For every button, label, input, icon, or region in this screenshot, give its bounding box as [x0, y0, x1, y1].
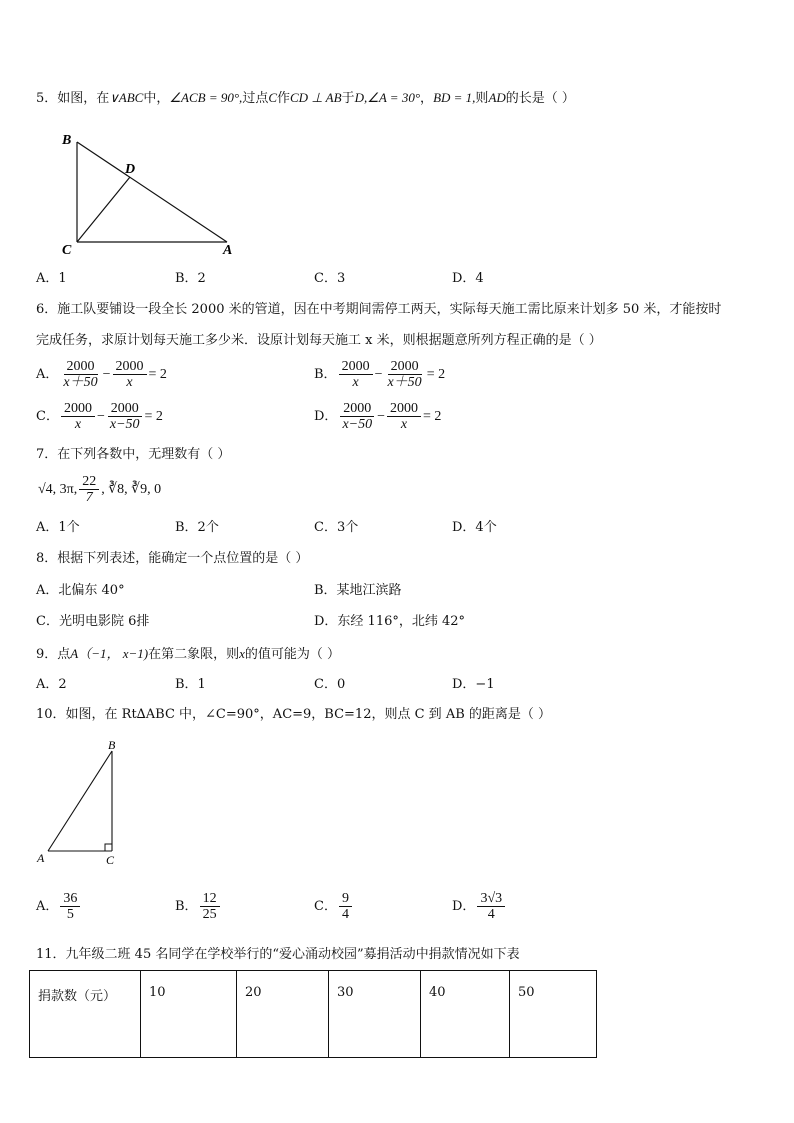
q5-triangle-figure — [55, 128, 245, 260]
q6-option-b: B． $\frac{2000}{x}$ − $\frac{2000}{x+50}$ = 2 — [314, 359, 446, 390]
table-header-cell: 10 — [141, 971, 237, 1058]
q9-option-c: C．0 — [314, 677, 346, 692]
table-header-cell: 捐款数（元） — [30, 971, 141, 1058]
q6-option-a: A． $\frac{2000}{x+50}$ − $\frac{2000}{x}$ = 2 — [36, 359, 167, 390]
q10-stem: 10．如图，在 Rt∆ABC 中，∠C=90°，AC=9，BC=12，则点 C 到 AB 的距离是（ ） — [36, 707, 552, 722]
q11-stem: 11．九年级二班 45 名同学在学校举行的“爱心涌动校园”募捐活动中捐款情况如下表 — [36, 947, 520, 962]
q7-number-list: √4, 3π, $\frac{22}{7}$ , ∛8, ∛9, 0 — [38, 474, 162, 505]
q8-option-b: B．某地江滨路 — [314, 583, 402, 598]
q5-option-d: D．4 — [452, 271, 484, 286]
q8-stem: 8．根据下列表述，能确定一个点位置的是（ ） — [36, 551, 309, 566]
q10-label-a: A — [37, 851, 45, 865]
q10-label-c: C — [106, 853, 115, 867]
q5-option-a: A．1 — [36, 271, 67, 286]
q8-option-c: C．光明电影院 6排 — [36, 614, 150, 629]
q8-option-a: A．北偏东 40° — [36, 583, 125, 598]
q6-stem-line2: 完成任务，求原计划每天施工多少米．设原计划每天施工 x 米，则根据题意所列方程正确的是（ ） — [36, 333, 602, 348]
q7-stem: 7．在下列各数中，无理数有（ ） — [36, 447, 231, 462]
table-header-cell: 50 — [510, 971, 597, 1058]
q5-label-a: A — [223, 243, 233, 258]
q9-option-b: B．1 — [175, 677, 206, 692]
q10-option-d: D． $\frac{3√3}{4}$ — [452, 889, 507, 925]
q10-right-triangle-figure — [32, 734, 132, 870]
q5-stem: 5．如图，在∨ABC中，∠ACB = 90°,过点C作CD ⊥ AB于D,∠A = 30°，BD = 1,则AD的长是（ ） — [36, 90, 575, 106]
q5-option-b: B．2 — [175, 271, 206, 286]
q5-label-b: B — [62, 133, 72, 148]
q10-option-b: B． $\frac{12}{25}$ — [175, 889, 222, 925]
q7-option-b: B．2个 — [175, 520, 219, 535]
table-header-cell: 20 — [237, 971, 329, 1058]
q5-option-c: C．3 — [314, 271, 346, 286]
q7-option-a: A．1个 — [36, 520, 80, 535]
q6-option-d: D． $\frac{2000}{x-50}$ − $\frac{2000}{x}$ = 2 — [314, 401, 442, 432]
q9-option-a: A．2 — [36, 677, 67, 692]
q5-label-d: D — [125, 162, 136, 177]
table-header-cell: 30 — [329, 971, 421, 1058]
q7-option-d: D．4个 — [452, 520, 497, 535]
q10-option-c: C． $\frac{9}{4}$ — [314, 889, 354, 925]
q11-donation-table — [29, 970, 597, 1058]
table-row — [30, 971, 597, 1058]
table-header-cell: 40 — [421, 971, 510, 1058]
q9-option-d: D．−1 — [452, 677, 495, 692]
q10-option-a: A． $\frac{36}{5}$ — [36, 889, 82, 925]
q6-stem-line1: 6．施工队要铺设一段全长 2000 米的管道，因在中考期间需停工两天，实际每天施工需比原来计划多 50 米，才能按时 — [36, 302, 722, 317]
q8-option-d: D．东经 116°，北纬 42° — [314, 614, 466, 629]
q6-option-c: C． $\frac{2000}{x}$ − $\frac{2000}{x-50}$ = 2 — [36, 401, 163, 432]
q9-stem: 9．点A（−1， x−1)在第二象限，则x的值可能为（ ） — [36, 646, 341, 662]
q7-option-c: C．3个 — [314, 520, 359, 535]
q10-label-b: B — [108, 738, 116, 752]
q5-label-c: C — [62, 243, 72, 258]
